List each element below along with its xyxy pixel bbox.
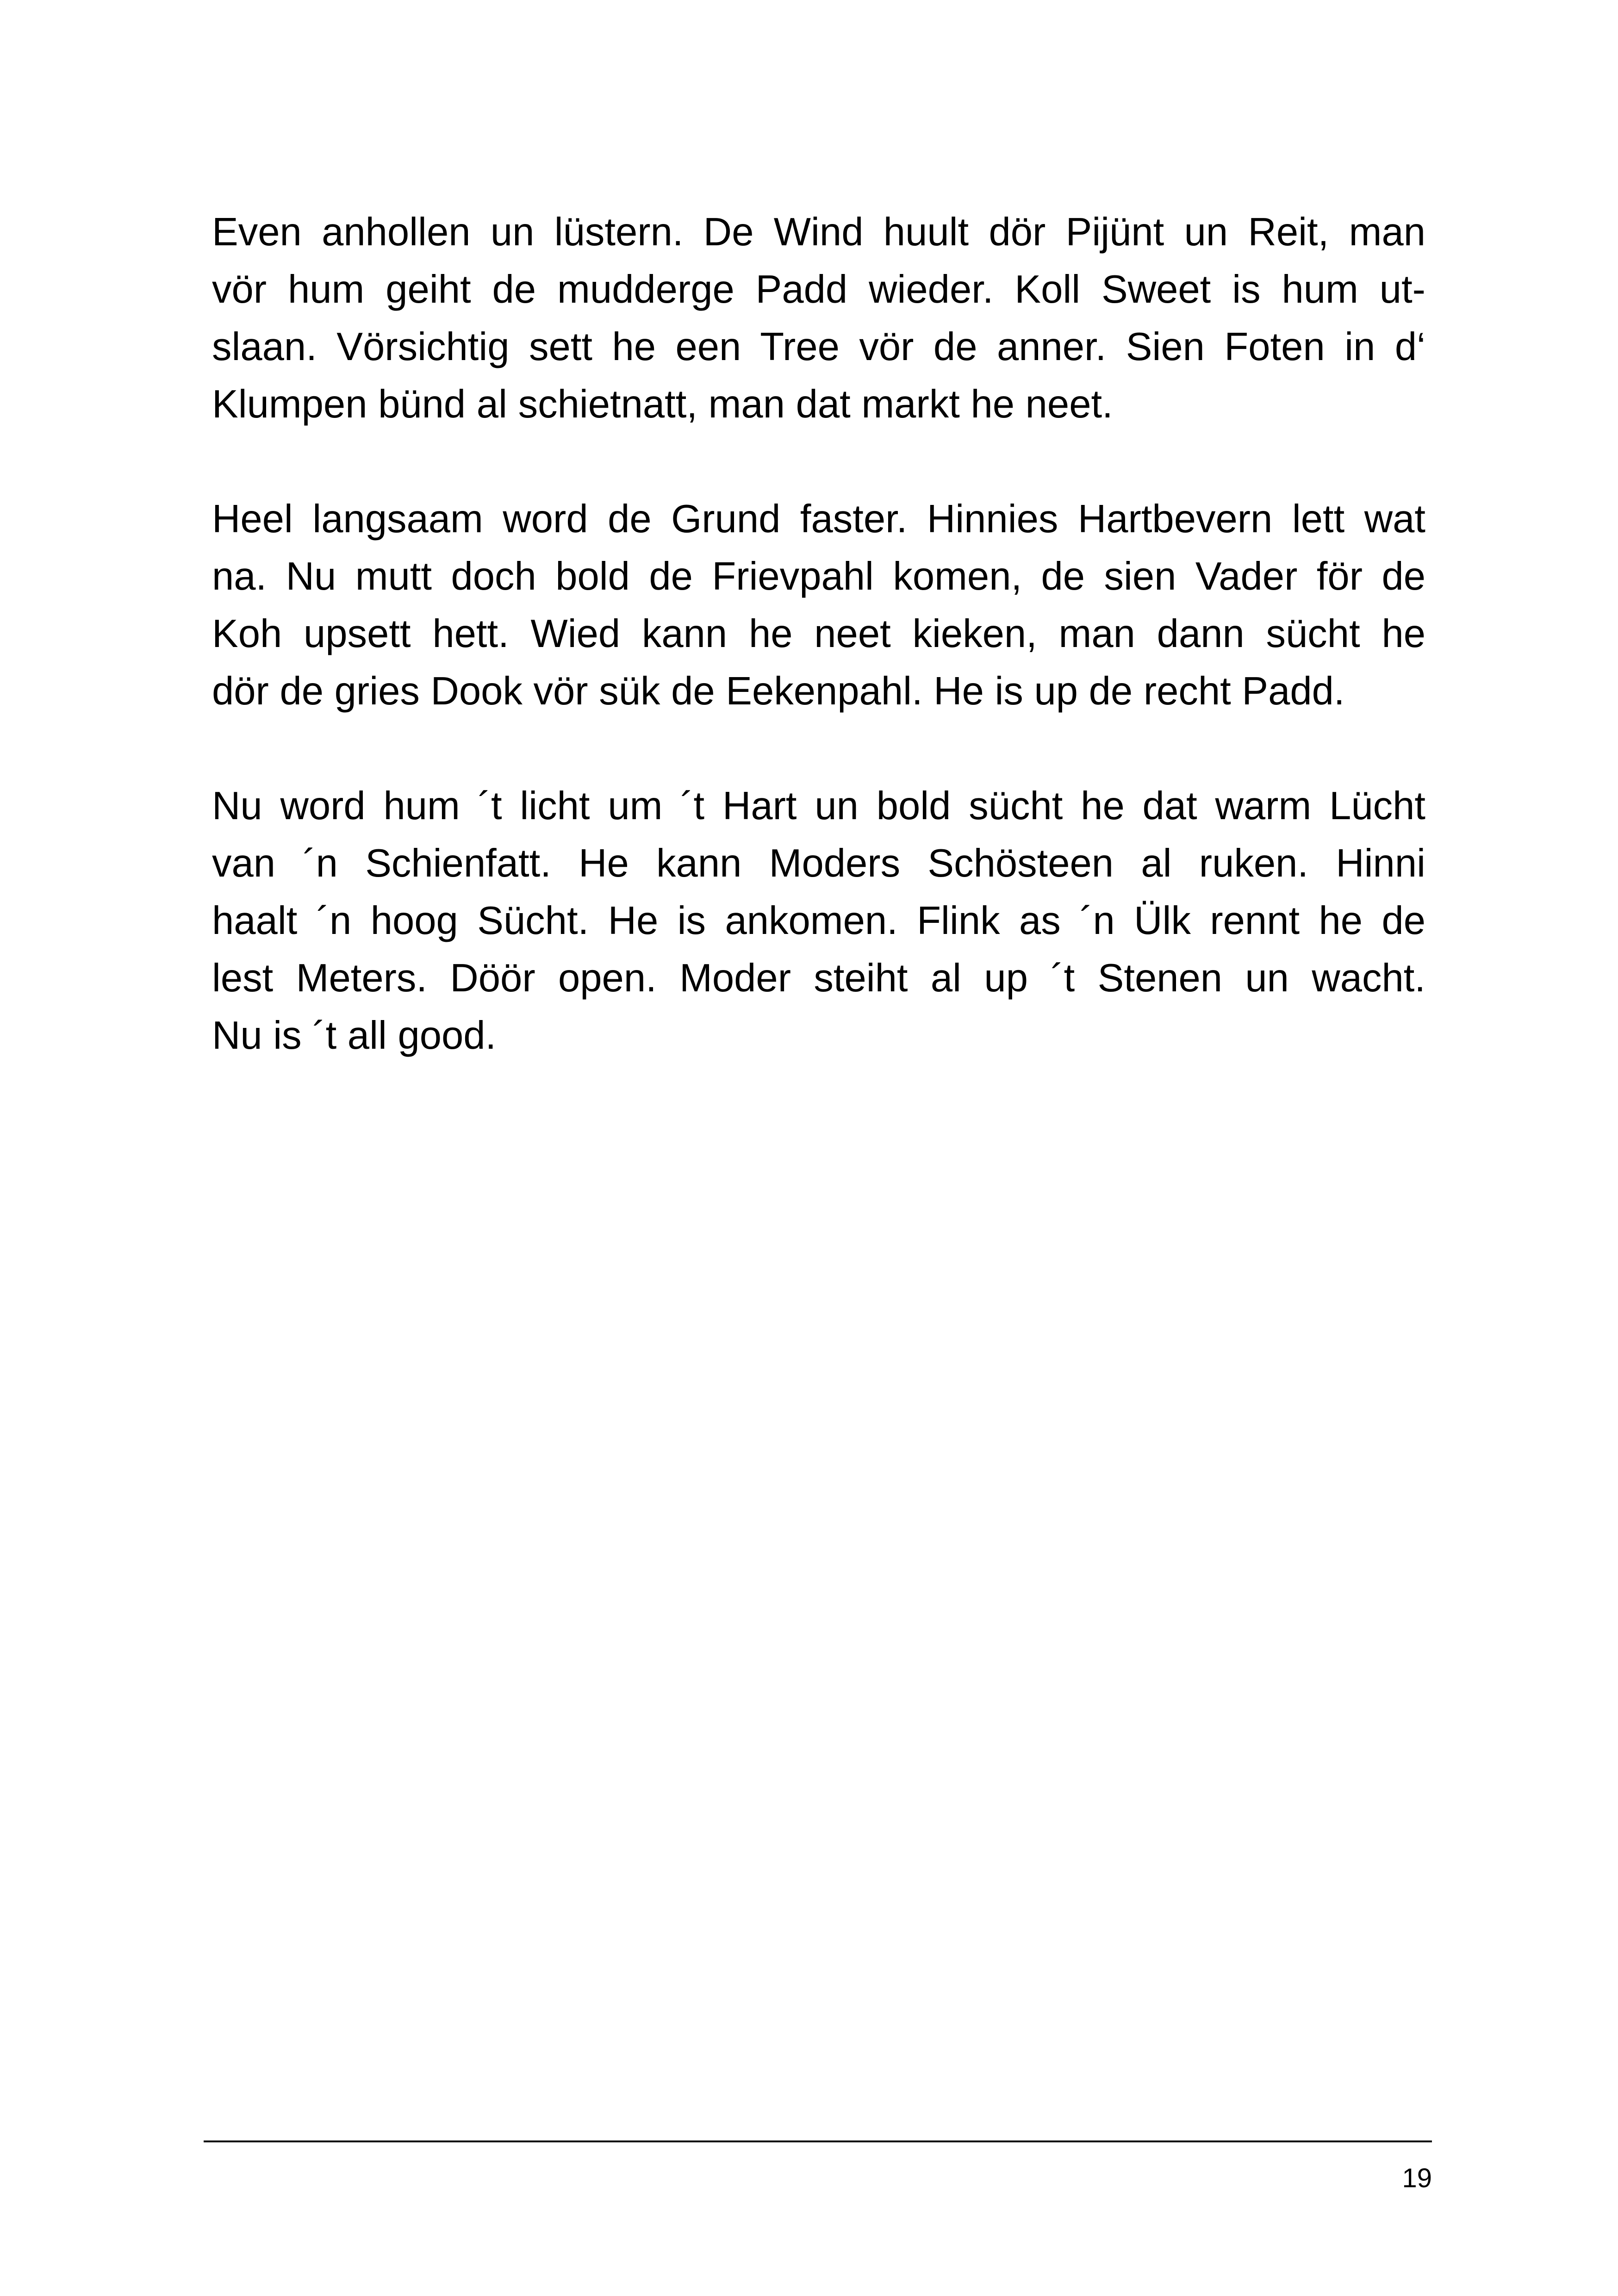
- text-line: van ´n Schienfatt. He kann Moders Schösteen al ruken. Hinni: [212, 841, 1425, 885]
- text-line: Nu word hum ´t licht um ´t Hart un bold sücht he dat warm Lücht: [212, 784, 1425, 828]
- paragraph-1: [212, 204, 1425, 433]
- text-line: haalt ´n hoog Sücht. He is ankomen. Flink as ´n Ülk rennt he de: [212, 899, 1425, 943]
- text-line: Nu is ´t all good.: [212, 1014, 497, 1058]
- text-line: Heel langsaam word de Grund faster. Hinnies Hartbevern lett wat: [212, 497, 1425, 541]
- text-line: vör hum geiht de mudderge Padd wieder. Koll Sweet is hum ut-: [212, 268, 1425, 311]
- text-line: Klumpen bünd al schietnatt, man dat markt he neet.: [212, 382, 1113, 426]
- page-number: 19: [1402, 2163, 1432, 2193]
- text-line: Even anhollen un lüstern. De Wind huult dör Pijünt un Reit, man: [212, 210, 1425, 254]
- paragraph-3: [212, 778, 1425, 1064]
- body-text: [212, 204, 1425, 1064]
- text-line: lest Meters. Döör open. Moder steiht al up ´t Stenen un wacht.: [212, 956, 1425, 1000]
- footer-divider: [204, 2140, 1432, 2142]
- text-line: dör de gries Dook vör sük de Eekenpahl. He is up de recht Padd.: [212, 669, 1345, 713]
- text-line: na. Nu mutt doch bold de Frievpahl komen, de sien Vader för de: [212, 554, 1425, 598]
- paragraph-2: [212, 491, 1425, 720]
- text-line: slaan. Vörsichtig sett he een Tree vör de anner. Sien Foten in d‘: [212, 325, 1425, 369]
- text-line: Koh upsett hett. Wied kann he neet kieken, man dann sücht he: [212, 612, 1425, 656]
